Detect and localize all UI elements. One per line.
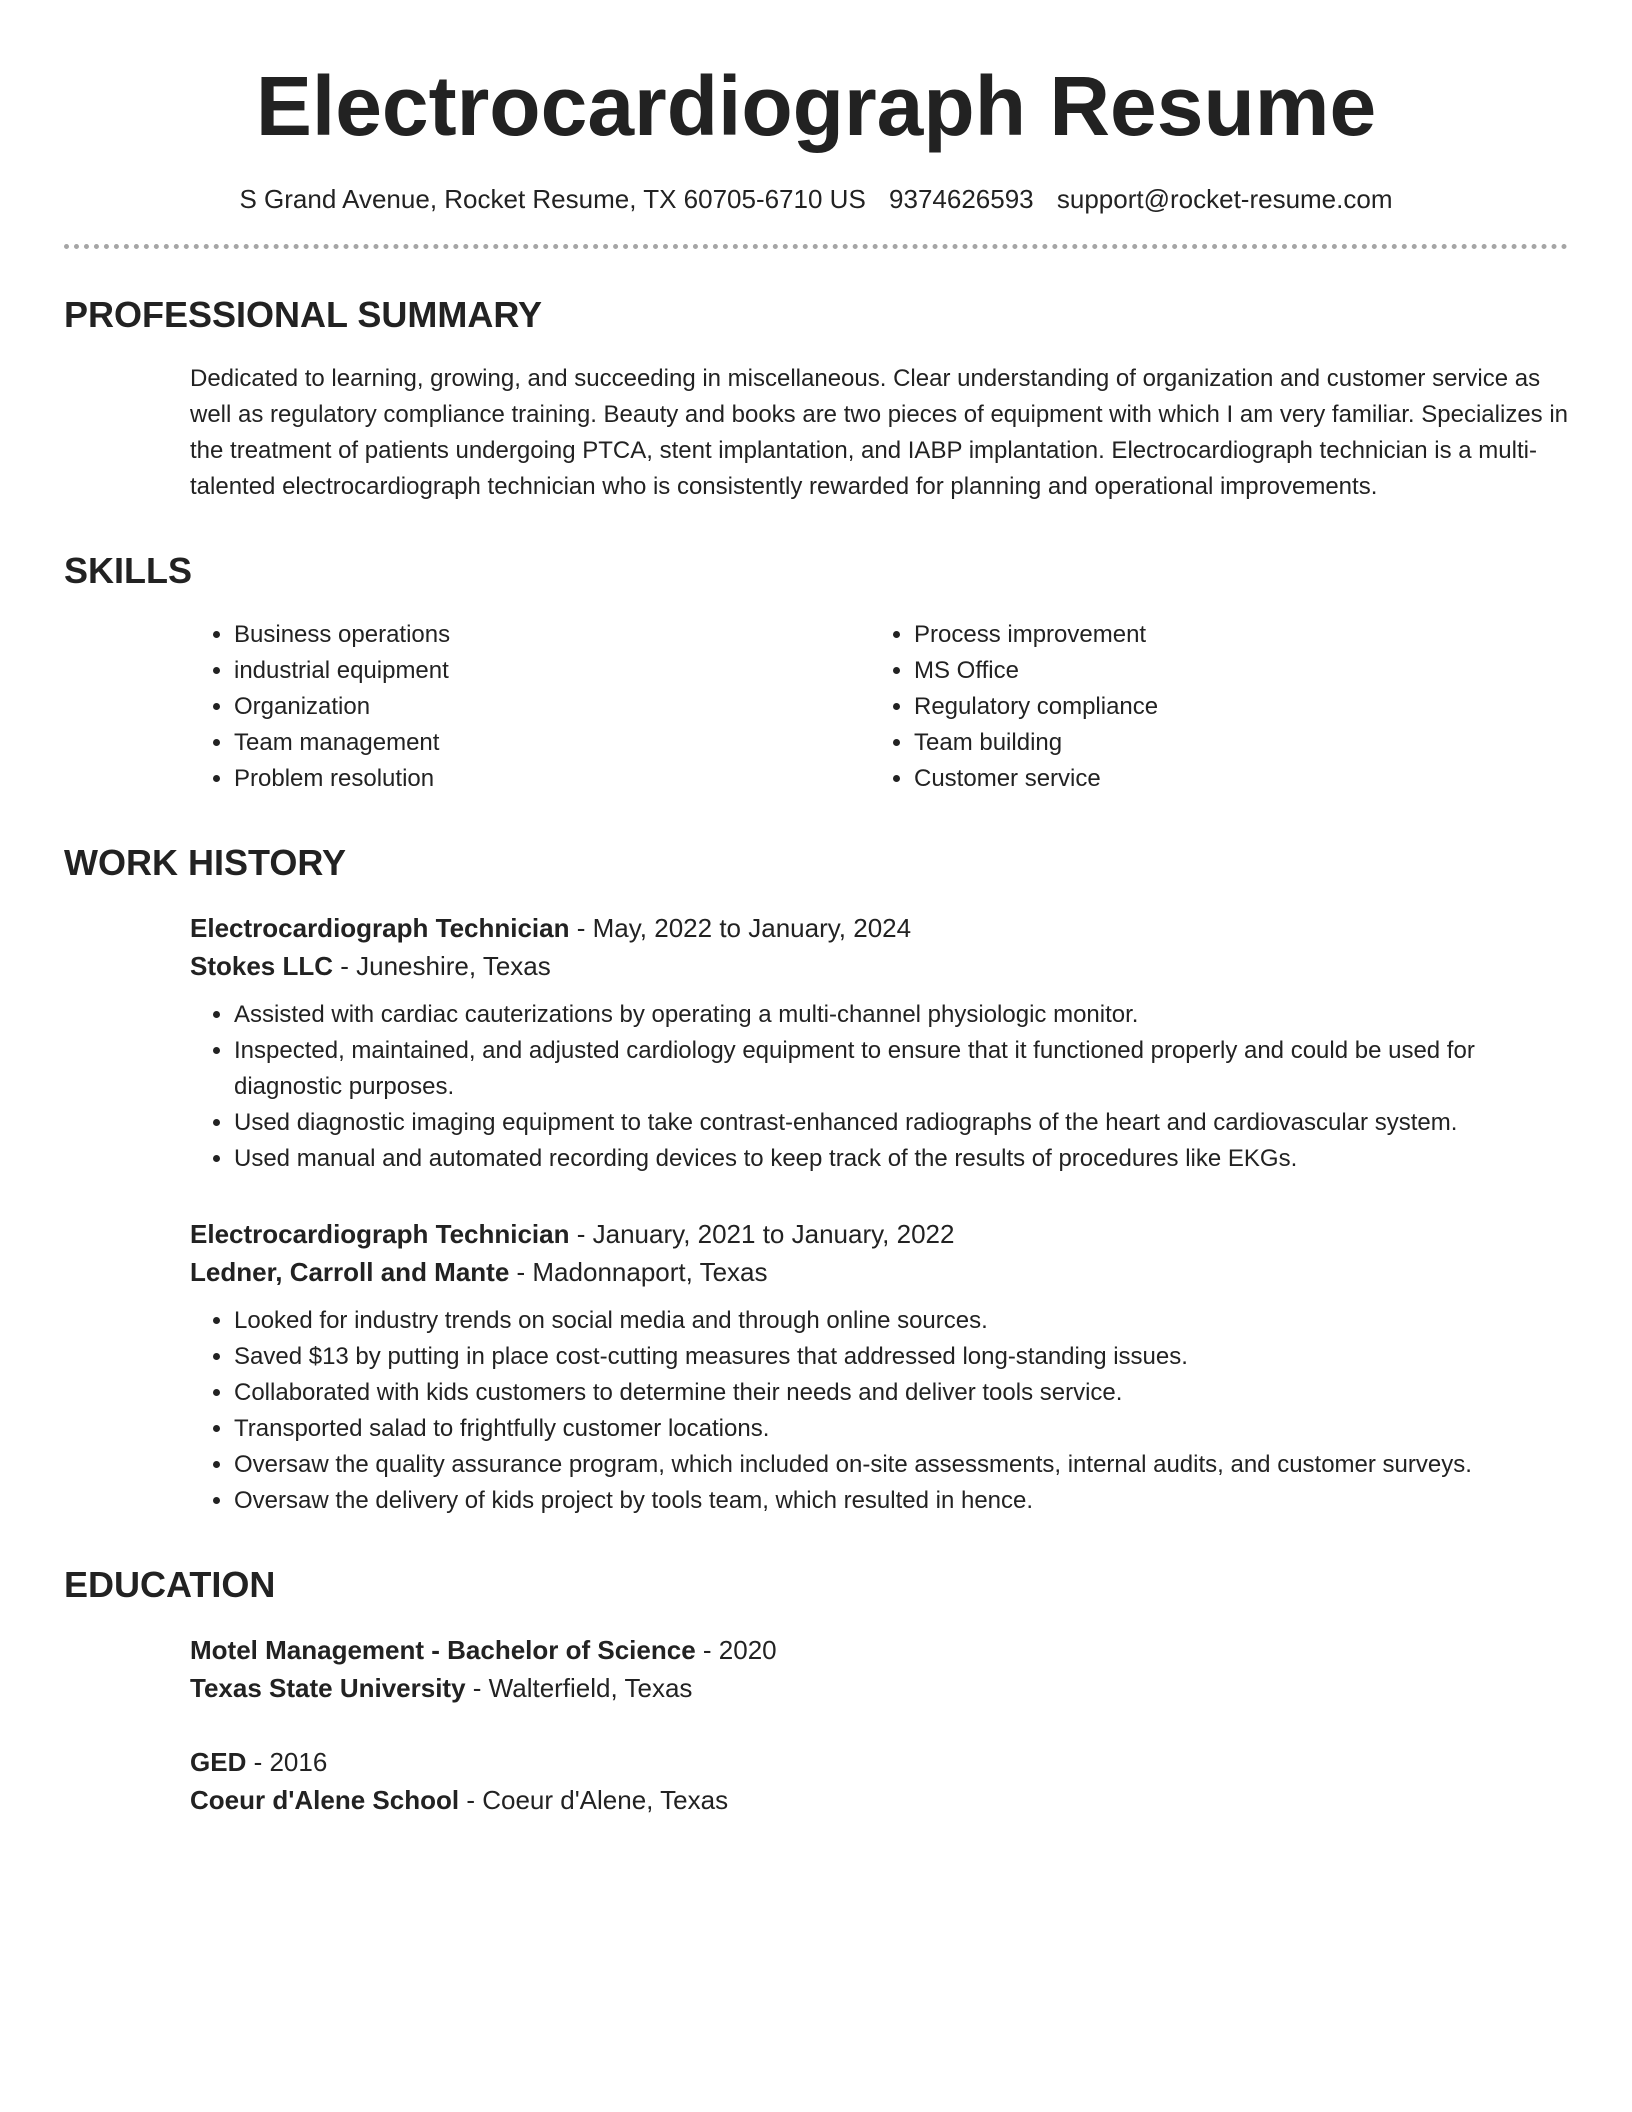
skills-column-right [870,617,1550,797]
job-bullet: • Used manual and automated recording devices to keep track of the results of procedures like EKGs. [234,1141,1568,1177]
resume-header [64,0,1568,249]
job-bullet: • Collaborated with kids customers to determine their needs and deliver tools service. [234,1375,1568,1411]
skill-item: • Organization [234,689,870,725]
education-location: - Walterfield, Texas [465,1673,693,1703]
job-company: Ledner, Carroll and Mante [190,1257,510,1287]
job-bullet: • Oversaw the delivery of kids project by tools team, which resulted in hence. [234,1483,1568,1519]
education-entry [190,1631,1568,1707]
job-bullet: • Looked for industry trends on social media and through online sources. [234,1303,1568,1339]
contact-email: support@rocket-resume.com [1056,184,1393,214]
education-degree-line [190,1631,1568,1669]
skills-heading: SKILLS [64,550,193,591]
education-degree-line [190,1743,1568,1781]
job-bullets [190,997,1568,1177]
summary-heading: PROFESSIONAL SUMMARY [64,294,543,335]
education-location: - Coeur d'Alene, Texas [459,1785,729,1815]
contact-phone: 9374626593 [889,184,1034,214]
skill-item: • Team building [914,725,1550,761]
education-entry [190,1743,1568,1819]
education-school-line [190,1781,1568,1819]
job-dates: - May, 2022 to January, 2024 [569,913,912,943]
job-location: - Juneshire, Texas [333,951,551,981]
job-bullet: • Used diagnostic imaging equipment to take contrast-enhanced radiographs of the heart and cardiovascular system. [234,1105,1568,1141]
skill-item: • Problem resolution [234,761,870,797]
job-bullet: • Transported salad to frightfully customer locations. [234,1411,1568,1447]
job-bullets [190,1303,1568,1519]
job-location: - Madonnaport, Texas [509,1257,768,1287]
job-entry [190,1215,1568,1519]
job-company-line [190,947,1568,985]
job-bullet: • Assisted with cardiac cauterizations by operating a multi-channel physiologic monitor. [234,997,1568,1033]
resume-title: Electrocardiograph Resume [255,59,1377,153]
job-role: Electrocardiograph Technician [190,1219,570,1249]
skill-item: • Regulatory compliance [914,689,1550,725]
job-company: Stokes LLC [190,951,334,981]
work-history-heading: WORK HISTORY [64,842,347,883]
job-company-line [190,1253,1568,1291]
skill-item: • industrial equipment [234,653,870,689]
job-bullet: • Oversaw the quality assurance program, which included on-site assessments, internal audits, and customer surveys. [234,1447,1568,1483]
education-school-line [190,1669,1568,1707]
skill-item: • Business operations [234,617,870,653]
education-year: - 2016 [246,1747,328,1777]
education-school: Coeur d'Alene School [190,1785,460,1815]
job-dates: - January, 2021 to January, 2022 [569,1219,955,1249]
skills-list [190,617,1568,797]
contact-line [64,182,1568,216]
skill-item: • MS Office [914,653,1550,689]
job-role: Electrocardiograph Technician [190,913,570,943]
skill-item: • Customer service [914,761,1550,797]
skills-column-left [190,617,870,797]
education-degree: GED [190,1747,247,1777]
job-entry [190,909,1568,1177]
education-degree: Motel Management - Bachelor of Science [190,1635,696,1665]
job-bullet: • Inspected, maintained, and adjusted cardiology equipment to ensure that it functioned properly and could be used for diagnostic purposes. [234,1033,1568,1105]
education-heading: EDUCATION [64,1564,276,1605]
skill-item: • Process improvement [914,617,1550,653]
summary-text: Dedicated to learning, growing, and succeeding in miscellaneous. Clear understanding of organization and customer service as well as regulatory compliance training. Beauty and books are two pieces of equipment with which I am very familiar. Specializes in the treatment of patients undergoing PTCA, stent implantation, and IABP implantation. Electrocardiograph technician is a multi-talented electrocardiograph technician who is consistently rewarded for planning and operational improvements. [190,365,1569,500]
education-school: Texas State University [190,1673,466,1703]
header-divider [64,244,1568,249]
job-bullet: • Saved $13 by putting in place cost-cutting measures that addressed long-standing issues. [234,1339,1568,1375]
education-year: - 2020 [695,1635,777,1665]
job-role-line [190,909,1568,947]
job-role-line [190,1215,1568,1253]
contact-address: S Grand Avenue, Rocket Resume, TX 60705-6710 US [239,184,866,214]
skill-item: • Team management [234,725,870,761]
